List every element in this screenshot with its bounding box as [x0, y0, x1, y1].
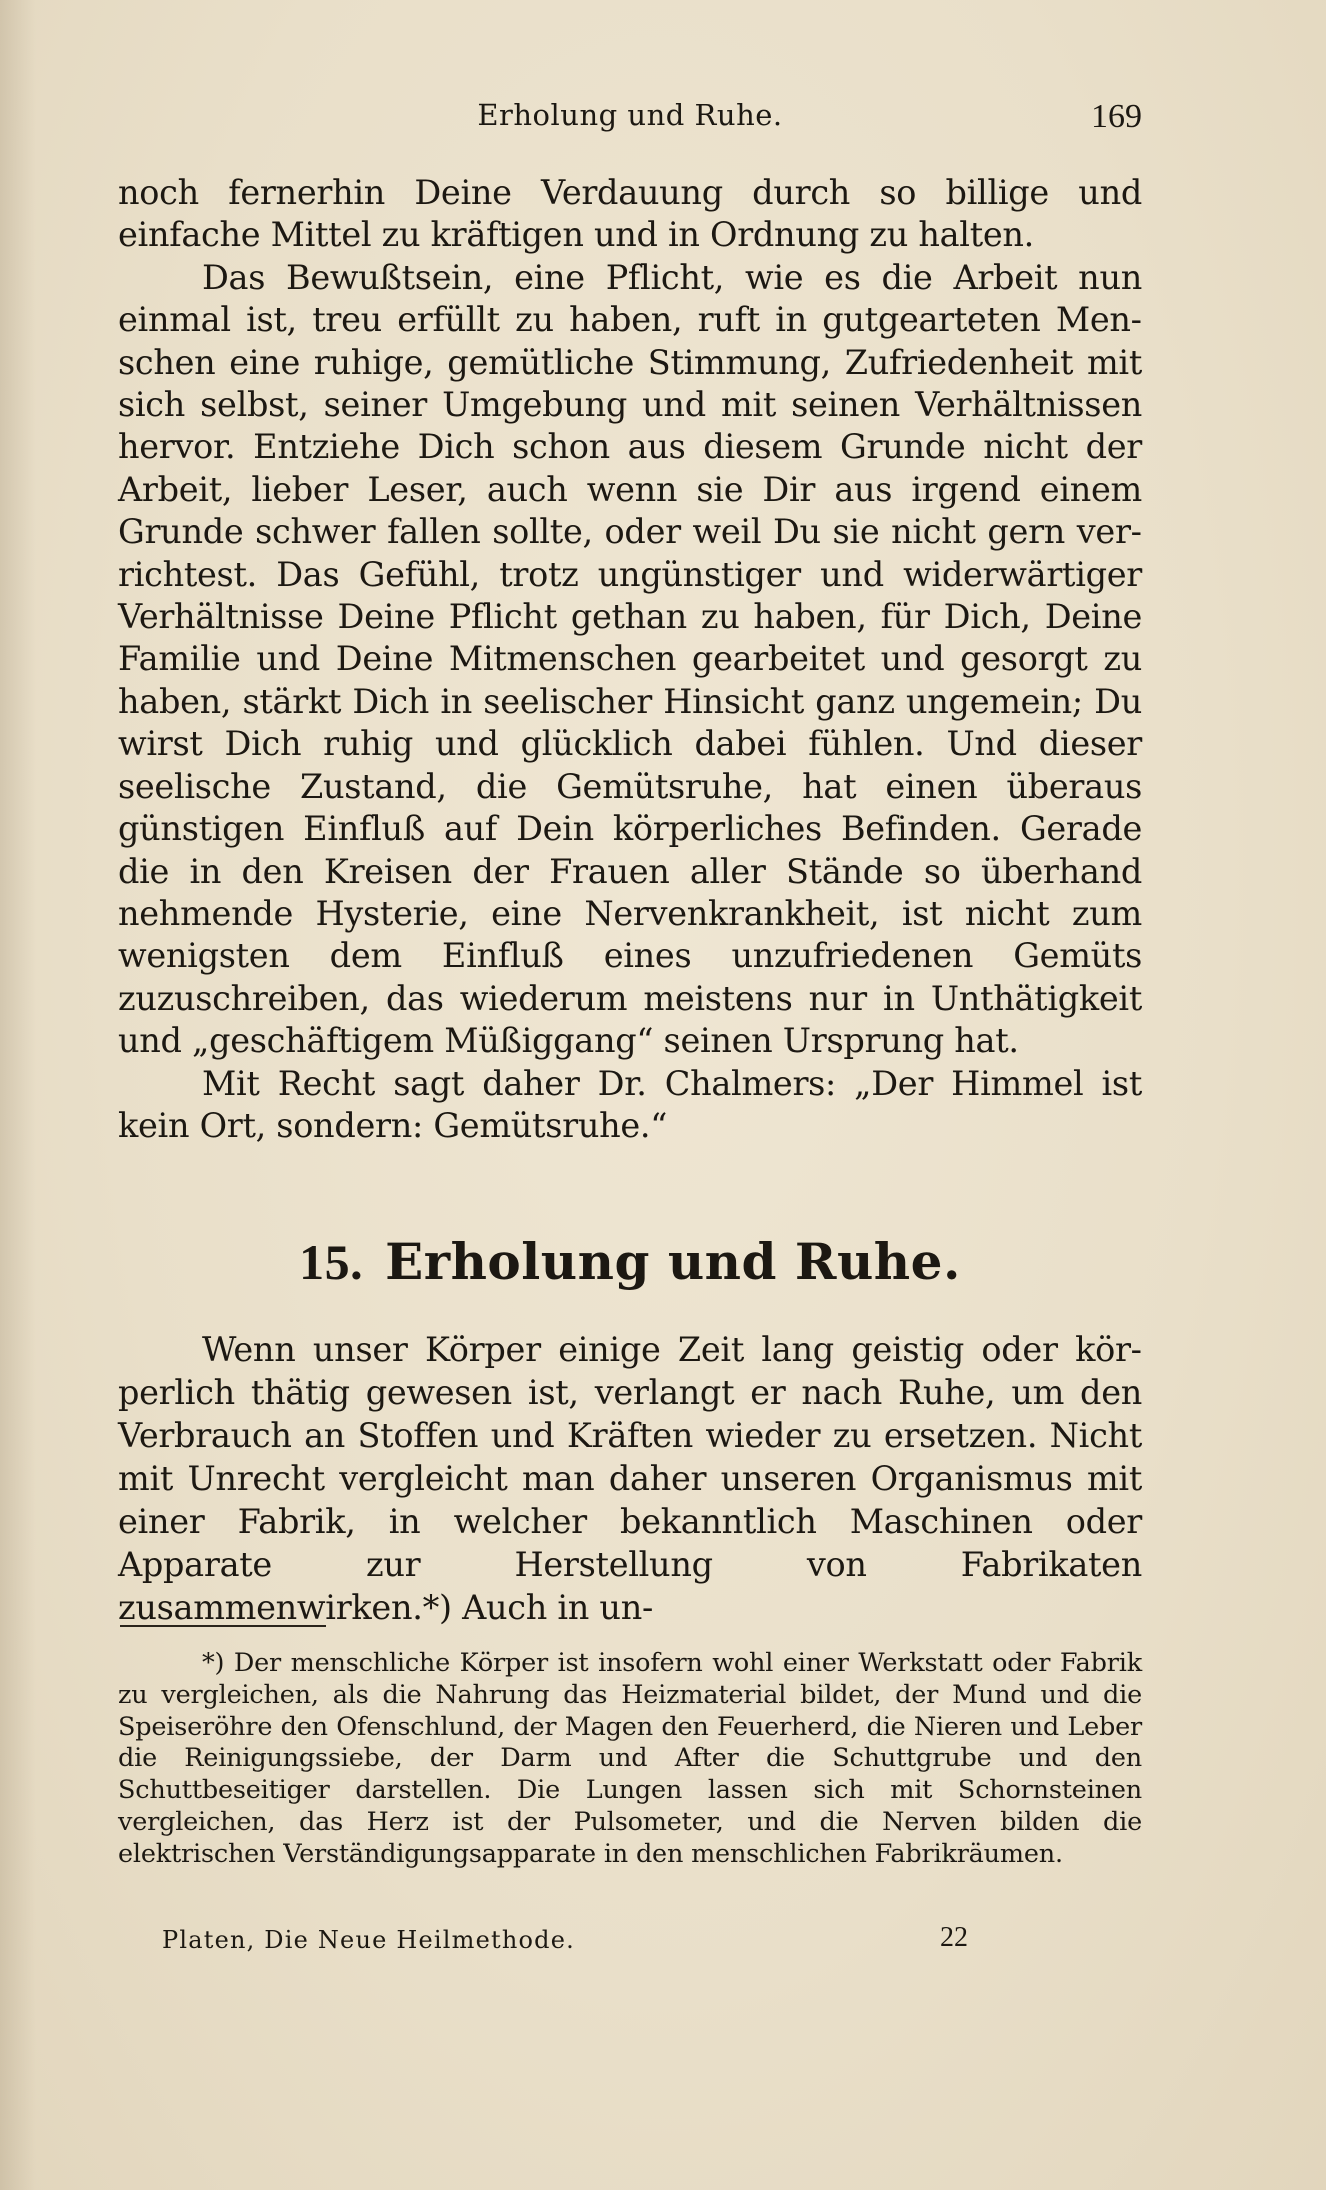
- sheet-number: 22: [940, 1922, 968, 1953]
- signature-text: Platen, Die Neue Heilmethode.: [162, 1926, 575, 1954]
- paragraph-bewusstsein: Das Bewußtsein, eine Pflicht, wie es die Arbeit nun einmal ist, treu erfüllt zu haben, ruft in gutgearteten Menschen eine ruhige, gemütliche Stimmung, Zufriedenheit mit sich selbst, seiner Umgebung und mit seinen Verhältnissen hervor. Entziehe Dich schon aus diesem Grunde nicht der Arbeit, lieber Leser, auch wenn sie Dir aus irgend einem Grunde schwer fallen sollte, oder weil Du sie nicht gern verrichtest. Das Gefühl, trotz ungünstiger und widerwärtiger Verhältnisse Deine Pflicht gethan zu haben, für Dich, Deine Familie und Deine Mitmenschen gearbeitet und gesorgt zu haben, stärkt Dich in seelischer Hinsicht ganz ungemein; Du wirst Dich ruhig und glücklich dabei fühlen. Und dieser seelische Zustand, die Gemütsruhe, hat einen überaus günstigen Einfluß auf Dein körperliches Befinden. Gerade die in den Kreisen der Frauen aller Stände so überhand nehmende Hysterie, eine Nervenkrankheit, ist nicht zum wenigsten dem Einfluß eines unzufriedenen Gemüts zuzuschreiben, das wiederum meistens nur in Unthätigkeit und „geschäftigem Müßiggang“ seinen Ursprung hat.: [118, 257, 1142, 1061]
- footnote-divider: [120, 1625, 326, 1627]
- section-title: Erholung und Ruhe.: [385, 1232, 961, 1291]
- body-text-section: [118, 1328, 1142, 1629]
- page-gutter-shadow: [0, 0, 36, 2190]
- paragraph-chalmers-quote: Mit Recht sagt daher Dr. Chalmers: „Der Himmel ist kein Ort, sondern: Gemütsruhe.“: [118, 1063, 1142, 1145]
- running-title: Erholung und Ruhe.: [477, 98, 783, 132]
- section-heading: [118, 1232, 1142, 1291]
- paragraph-continuation: noch fernerhin Deine Verdauung durch so billige und einfache Mittel zu kräftigen und in Ordnung zu halten.: [118, 173, 1142, 255]
- footnote-text: *) Der menschliche Körper ist insofern wohl einer Werkstatt oder Fabrik zu vergleichen, als die Nahrung das Heizmaterial bildet, der Mund und die Speiseröhre den Ofenschlund, der Magen den Feuerherd, die Nieren und Leber die Reinigungssiebe, der Darm und After die Schuttgrube und den Schuttbeseitiger darstellen. Die Lungen lassen sich mit Schornsteinen vergleichen, das Herz ist der Pulsometer, und die Nerven bilden die elektrischen Verständigungsapparate in den menschlichen Fabrikräumen.: [118, 1648, 1142, 1869]
- page-number: 169: [1091, 98, 1142, 135]
- signature-line: [162, 1922, 1122, 1962]
- section-number: 15.: [299, 1234, 364, 1290]
- running-head: [118, 98, 1142, 146]
- footnote: [118, 1648, 1142, 1871]
- paragraph-section-intro: Wenn unser Körper einige Zeit lang geistig oder körperlich thätig gewesen ist, verlangt er nach Ruhe, um den Verbrauch an Stoffen und Kräften wieder zu ersetzen. Nicht mit Unrecht vergleicht man daher unseren Organismus mit einer Fabrik, in welcher bekanntlich Maschinen oder Apparate zur Herstellung von Fabrikaten zusammenwirken.*) Auch in un-: [118, 1330, 1142, 1627]
- body-text-top: [118, 172, 1142, 1147]
